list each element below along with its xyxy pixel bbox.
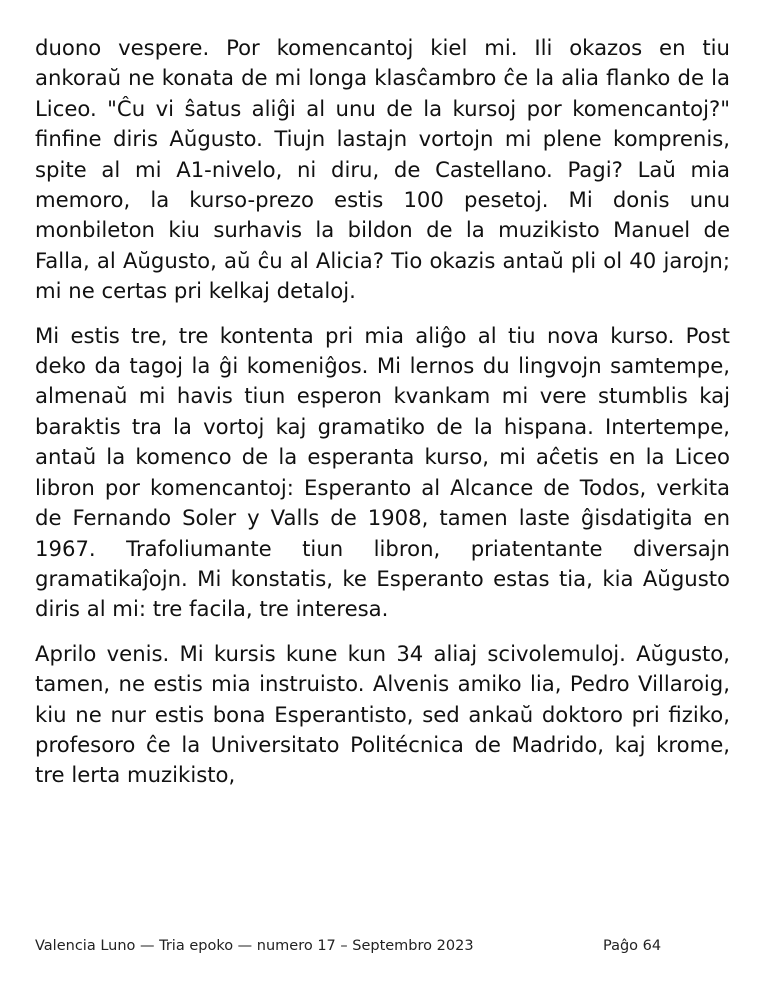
- page-footer: [35, 938, 730, 960]
- page-body: [35, 33, 730, 805]
- paragraph-2: Mi estis tre, tre kontenta pri mia aliĝo al tiu nova kurso. Post deko da tagoj la ĝi komeniĝos. Mi lernos du lingvojn samtempe, almenaŭ mi havis tiun esperon kvankam mi vere stumblis kaj baraktis tra la vortoj kaj gramatiko de la hispana. Intertempe, antaŭ la komenco de la esperanta kurso, mi aĉetis en la Liceo libron por komencantoj: Esperanto al Alcance de Todos, verkita de Fernando Soler y Valls de 1908, tamen laste ĝisdatigita en 1967. Trafoliumante tiun libron, priatentante diversajn gramatikaĵojn. Mi konstatis, ke Esperanto estas tia, kia Aŭgusto diris al mi: tre facila, tre interesa.: [35, 322, 730, 622]
- paragraph-1: duono vespere. Por komencantoj kiel mi. Ili okazos en tiu ankoraŭ ne konata de mi longa klasĉambro ĉe la alia flanko de la Liceo. "Ĉu vi ŝatus aliĝi al unu de la kursoj por komencantoj?" finfine diris Aŭgusto. Tiujn lastajn vortojn mi plene komprenis, spite al mi A1-nivelo, ni diru, de Castellano. Pagi? Laŭ mia memoro, la kurso-prezo estis 100 pesetoj. Mi donis unu monbileton kiu surhavis la bildon de la muzikisto Manuel de Falla, al Aŭgusto, aŭ ĉu al Alicia? Tio okazis antaŭ pli ol 40 jarojn; mi ne certas pri kelkaj detaloj.: [35, 35, 730, 304]
- paragraph-3: Aprilo venis. Mi kursis kune kun 34 aliaj scivolemuloj. Aŭgusto, tamen, ne estis mia instruisto. Alvenis amiko lia, Pedro Villaroig, kiu ne nur estis bona Esperantisto, sed ankaŭ doktoro pri fiziko, profesoro ĉe la Universitato Politécnica de Madrido, kaj krome, tre lerta muzikisto,: [35, 640, 730, 788]
- footer-page-number: Paĝo 64: [603, 938, 662, 954]
- footer-publication: Valencia Luno — Tria epoko — numero 17 – Septembro 2023: [35, 938, 474, 954]
